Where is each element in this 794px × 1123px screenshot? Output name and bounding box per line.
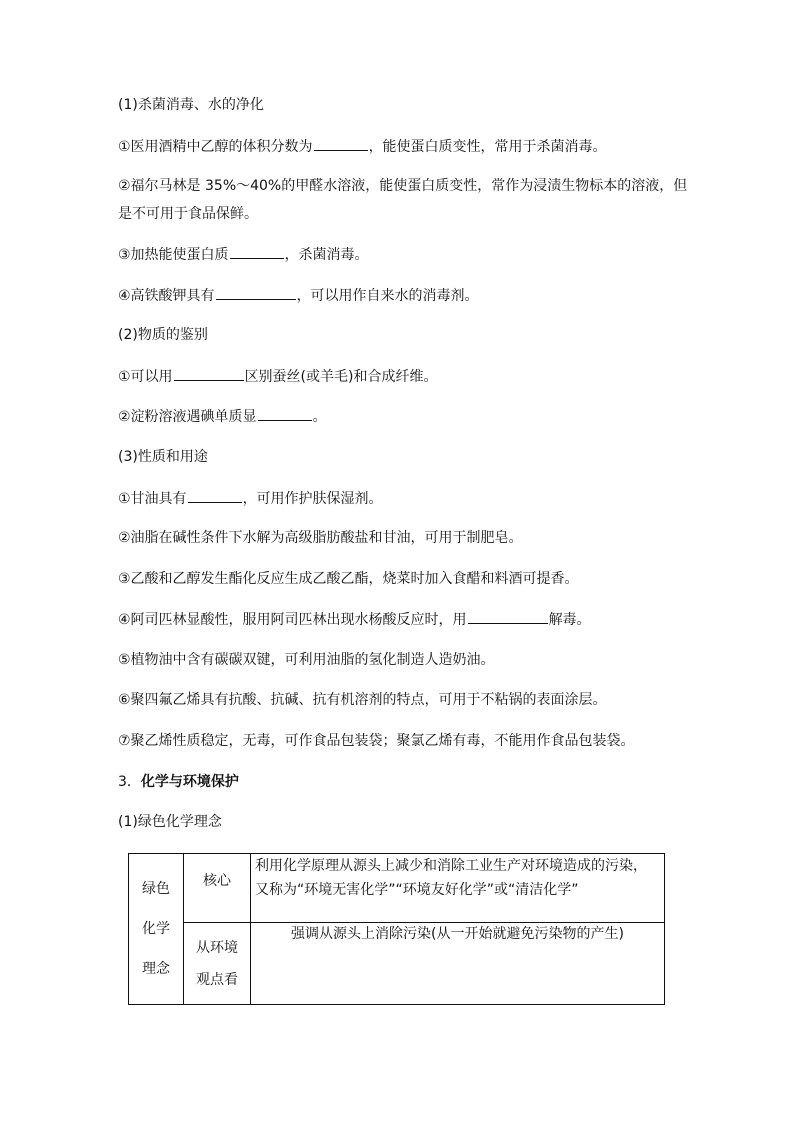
core-definition: 利用化学原理从源头上减少和消除工业生产对环境造成的污染，又称为“环境无害化学”“环境友好化学”或“清洁化学”	[255, 858, 647, 898]
cell-label-environment	[184, 923, 251, 1005]
part-title: 化学与环境保护	[140, 774, 239, 790]
item-glycerol-text-before: ①甘油具有	[118, 491, 187, 507]
label-line: 观点看	[196, 971, 238, 988]
fill-blank[interactable]	[468, 609, 548, 624]
item-soap: ②油脂在碱性条件下水解为高级脂肪酸盐和甘油，可用于制肥皂。	[118, 530, 523, 546]
item-ptfe: ⑥聚四氟乙烯具有抗酸、抗碱、抗有机溶剂的特点，可用于不粘锅的表面涂层。	[118, 692, 607, 708]
item-heating-text-after: ，杀菌消毒。	[284, 247, 369, 263]
item-ester: ③乙酸和乙醇发生酯化反应生成乙酸乙酯，烧菜时加入食醋和料酒可提香。	[118, 571, 579, 587]
item-ferrate-text-after: ，可以用作自来水的消毒剂。	[296, 288, 479, 304]
item-glycerol	[118, 488, 383, 509]
row-header-line: 绿色	[142, 881, 170, 897]
item-silk-text-after: 区别蚕丝(或羊毛)和合成纤维。	[244, 369, 438, 385]
part-heading-environment	[118, 772, 239, 792]
row-header-line: 化学	[142, 921, 170, 937]
item-formalin-line2: 是不可用于食品保鲜。	[118, 206, 258, 222]
item-aspirin-text-after: 解毒。	[548, 612, 591, 628]
fill-blank[interactable]	[230, 244, 284, 259]
section-heading-properties: (3)性质和用途	[118, 449, 208, 465]
fill-blank[interactable]	[174, 366, 244, 381]
item-aspirin	[118, 609, 591, 630]
cell-content-core	[251, 854, 665, 923]
item-aspirin-text-before: ④阿司匹林显酸性，服用阿司匹林出现水杨酸反应时，用	[118, 612, 467, 628]
cell-content-environment: 强调从源头上消除污染(从一开始就避免污染物的产生)	[251, 923, 665, 1005]
section-heading-identification: (2)物质的鉴别	[118, 327, 208, 343]
item-silk	[118, 366, 438, 387]
table-row-header	[129, 854, 184, 1005]
item-starch-text-after: 。	[312, 409, 327, 425]
item-ferrate-text-before: ④高铁酸钾具有	[118, 288, 215, 304]
item-formalin-line1: ②福尔马林是 35%～40%的甲醛水溶液，能使蛋白质变性，常作为浸渍生物标本的溶液，但	[118, 178, 688, 194]
item-vegetable-oil: ⑤植物油中含有碳碳双键，可利用油脂的氢化制造人造奶油。	[118, 652, 495, 668]
item-heating	[118, 244, 369, 265]
row-header-line: 理念	[142, 961, 170, 977]
item-silk-text-before: ①可以用	[118, 369, 173, 385]
section-heading-disinfection: (1)杀菌消毒、水的净化	[118, 97, 264, 113]
item-alcohol-text-after: ，能使蛋白质变性，常用于杀菌消毒。	[368, 139, 607, 155]
fill-blank[interactable]	[188, 488, 242, 503]
part-number: 3．	[118, 774, 141, 790]
item-starch	[118, 406, 327, 427]
item-glycerol-text-after: ，可用作护肤保湿剂。	[242, 491, 383, 507]
fill-blank[interactable]	[258, 406, 312, 421]
fill-blank[interactable]	[216, 285, 296, 300]
subsection-green-chemistry: (1)绿色化学理念	[118, 814, 222, 830]
fill-blank[interactable]	[314, 136, 368, 151]
item-ferrate	[118, 285, 479, 306]
item-alcohol-text-before: ①医用酒精中乙醇的体积分数为	[118, 139, 313, 155]
item-polyethylene: ⑦聚乙烯性质稳定，无毒，可作食品包装袋；聚氯乙烯有毒，不能用作食品包装袋。	[118, 733, 635, 749]
cell-label-core: 核心	[184, 854, 251, 923]
item-starch-text-before: ②淀粉溶液遇碘单质显	[118, 409, 257, 425]
item-alcohol	[118, 136, 607, 157]
label-line: 从环境	[196, 939, 238, 956]
green-chemistry-table	[128, 853, 665, 1005]
item-heating-text-before: ③加热能使蛋白质	[118, 247, 229, 263]
